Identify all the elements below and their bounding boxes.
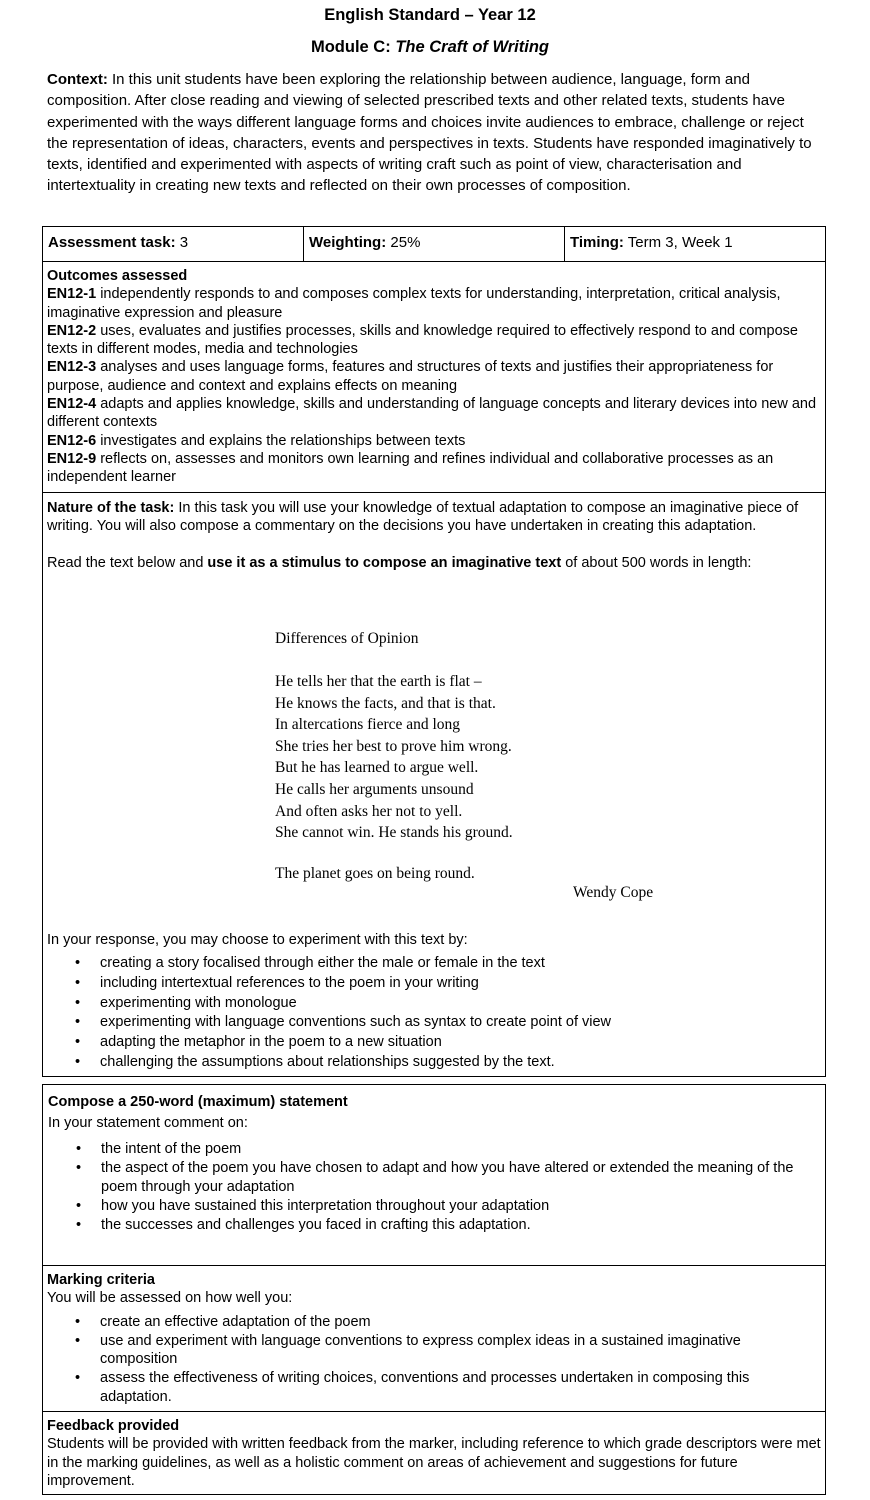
weighting-cell <box>304 227 565 261</box>
list-item: • experimenting with monologue <box>47 994 807 1014</box>
assessment-task-value: 3 <box>175 234 189 251</box>
timing-cell <box>565 227 825 261</box>
marking-heading: Marking criteria <box>47 1272 155 1288</box>
poem-line: He tells her that the earth is flat – <box>275 673 482 690</box>
list-item: • the successes and challenges you faced in crafting this adaptation. <box>48 1216 820 1234</box>
poem-line: He knows the facts, and that is that. <box>275 694 496 712</box>
poem-title: Differences of Opinion <box>275 630 419 647</box>
module-prefix: Module C: <box>310 38 396 56</box>
poem-line: He calls her arguments unsound <box>275 780 474 798</box>
read-post: of about 500 words in length: <box>561 554 752 571</box>
list-item: • the intent of the poem <box>48 1140 820 1158</box>
outcome-code: EN12-6 <box>47 432 97 449</box>
list-item: • create an effective adaptation of the poem <box>47 1313 821 1331</box>
poem-author: Wendy Cope <box>573 884 654 901</box>
outcome-item <box>47 432 821 450</box>
outcome-item <box>47 322 821 359</box>
weighting-label: Weighting: <box>309 234 387 251</box>
timing-value: Term 3, Week 1 <box>623 234 733 251</box>
timing-label: Timing: <box>570 234 624 251</box>
outcome-text: reflects on, assesses and monitors own learning and refines individual and collaborative processes as an independent learner <box>47 450 774 486</box>
outcome-item <box>47 358 821 395</box>
list-item: • adapting the metaphor in the poem to a new situation <box>47 1033 807 1053</box>
nature-of-task-section <box>42 492 826 1077</box>
feedback-section <box>42 1411 826 1495</box>
statement-section <box>42 1084 826 1266</box>
outcome-code: EN12-2 <box>47 322 97 339</box>
outcome-text: independently responds to and composes complex texts for understanding, interpretation, critical analysis, imaginative expression and pleasure <box>47 286 781 321</box>
document-title: English Standard – Year 12 <box>324 6 536 24</box>
outcome-code: EN12-4 <box>47 396 97 413</box>
context-label: Context: <box>47 71 108 88</box>
outcomes-section <box>42 261 826 493</box>
outcome-item <box>47 395 821 432</box>
feedback-text: Students will be provided with written feedback from the marker, including reference to which grade descriptors were met in the marking guidelines, as well as a holistic comment on areas of achievement and suggestions for future improvement. <box>47 1436 821 1489</box>
list-item: • creating a story focalised through either the male or female in the text <box>47 954 807 974</box>
module-title <box>0 38 860 57</box>
read-instruction <box>47 554 821 572</box>
poem-line: She cannot win. He stands his ground. <box>275 824 513 842</box>
statement-intro: In your statement comment on: <box>48 1115 248 1131</box>
outcome-item <box>47 285 821 322</box>
feedback-heading: Feedback provided <box>47 1418 180 1434</box>
read-bold: use it as a stimulus to compose an imaginative text <box>207 554 562 571</box>
outcome-text: analyses and uses language forms, features and structures of texts and justifies their appropriateness for purpose, audience and context and explains effects on meaning <box>47 359 774 394</box>
marking-criteria-section <box>42 1265 826 1412</box>
list-item: • use and experiment with language conventions to express complex ideas in a sustained imaginative composition <box>47 1332 821 1369</box>
context-text: In this unit students have been exploring the relationship between audience, language, form and composition. After close reading and viewing of selected prescribed texts and other related texts, students have experimented with the ways different language forms and choices invite audiences to embrace, challenge or reject the representation of ideas, characters, events and perspectives in texts. Students have responded imaginatively to texts, identified and experimented with aspects of writing craft such as point of view, characterisation and intertextuality in creating new texts and reflected on their own processes of composition. <box>47 71 812 195</box>
task-info-row <box>42 226 826 262</box>
statement-list <box>48 1140 820 1234</box>
list-item: • assess the effectiveness of writing choices, conventions and processes undertaken in composing this adaptation. <box>47 1369 821 1406</box>
nature-label: Nature of the task: <box>47 500 175 516</box>
outcome-text: investigates and explains the relationships between texts <box>96 432 466 449</box>
poem-line: She tries her best to prove him wrong. <box>275 737 512 755</box>
assessment-task-cell <box>43 227 304 261</box>
list-item: • how you have sustained this interpretation throughout your adaptation <box>48 1197 820 1215</box>
outcome-text: uses, evaluates and justifies processes, skills and knowledge required to effectively respond to and compose texts in different modes, media and technologies <box>47 322 798 358</box>
list-item: • challenging the assumptions about relationships suggested by the text. <box>47 1053 807 1073</box>
outcome-code: EN12-1 <box>47 286 97 303</box>
context-paragraph <box>47 69 817 197</box>
list-item: • including intertextual references to the poem in your writing <box>47 974 807 994</box>
outcome-code: EN12-3 <box>47 359 97 376</box>
poem-last-line: The planet goes on being round. <box>275 865 475 882</box>
marking-intro: You will be assessed on how well you: <box>47 1290 293 1307</box>
weighting-value: 25% <box>386 234 421 251</box>
marking-list <box>47 1313 821 1406</box>
outcome-text: adapts and applies knowledge, skills and understanding of language concepts and literary devices into new and different contexts <box>47 396 817 431</box>
poem-stanza <box>275 671 513 844</box>
list-item: • the aspect of the poem you have chosen to adapt and how you have altered or extended the meaning of the poem through your adaptation <box>48 1159 820 1196</box>
read-pre: Read the text below and <box>47 554 208 571</box>
nature-text: In this task you will use your knowledge of textual adaptation to compose an imaginative piece of writing. You will also compose a commentary on the decisions you have undertaken in creating this adaptation. <box>47 500 799 535</box>
poem-line: In altercations fierce and long <box>275 716 461 734</box>
outcome-item <box>47 450 821 487</box>
outcome-code: EN12-9 <box>47 450 97 467</box>
response-options-list <box>47 954 807 1073</box>
poem-line: But he has learned to argue well. <box>275 759 479 777</box>
response-intro: In your response, you may choose to experiment with this text by: <box>47 932 468 948</box>
statement-heading: Compose a 250-word (maximum) statement <box>48 1094 348 1110</box>
outcomes-heading: Outcomes assessed <box>47 268 188 284</box>
module-name: The Craft of Writing <box>395 38 549 56</box>
poem-line: And often asks her not to yell. <box>275 802 463 820</box>
list-item: • experimenting with language conventions such as syntax to create point of view <box>47 1013 807 1033</box>
assessment-task-label: Assessment task: <box>48 234 176 251</box>
nature-paragraph <box>47 499 821 536</box>
